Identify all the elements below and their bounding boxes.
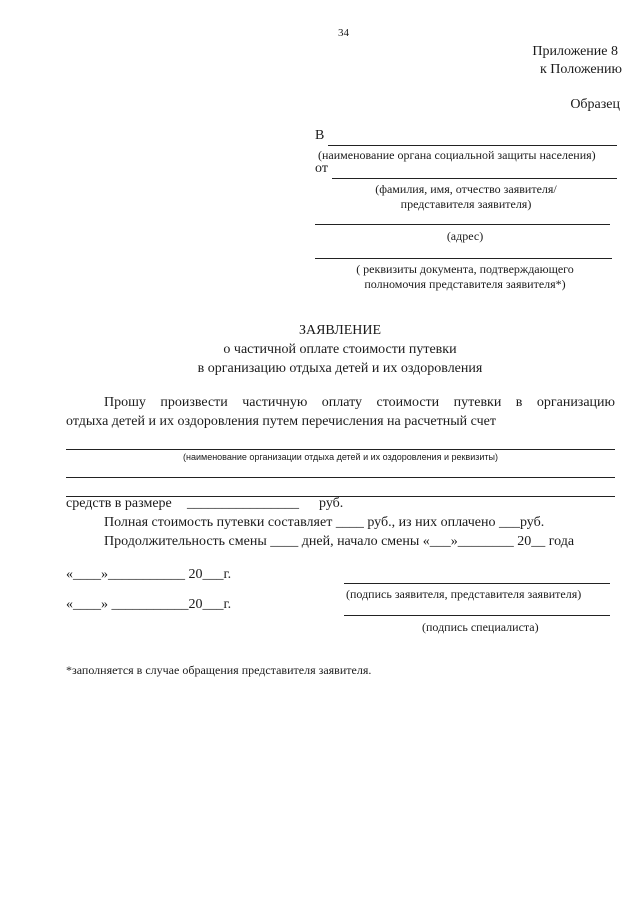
document-title: ЗАЯВЛЕНИЕ (298, 323, 382, 338)
footnote: *заполняется в случае обращения представителя заявителя. (66, 663, 372, 677)
document-caption-1: ( реквизиты документа, подтверждающего (356, 262, 574, 276)
to-caption: (наименование органа социальной защиты населения) (318, 148, 596, 162)
specialist-signature-line[interactable] (344, 615, 610, 616)
to-field-line[interactable] (328, 145, 617, 146)
applicant-signature-line[interactable] (344, 583, 610, 584)
document-caption-2: полномочия представителя заявителя*) (364, 277, 566, 291)
from-prefix: от (315, 161, 328, 176)
from-caption-2: представителя заявителя) (400, 197, 532, 211)
document-subtitle-2: в организацию отдыха детей и их оздоровления (197, 361, 483, 376)
from-field-line[interactable] (332, 178, 617, 179)
duration-line: Продолжительность смены ____ дней, начало смены «___»________ 20__ года (104, 534, 575, 549)
specialist-date[interactable]: «____» ___________20___г. (66, 597, 232, 612)
amount-currency: руб. (319, 496, 344, 511)
full-cost-line: Полная стоимость путевки составляет ____ руб., из них оплачено ___руб. (104, 515, 545, 530)
from-caption-1: (фамилия, имя, отчество заявителя/ (375, 182, 557, 196)
applicant-date[interactable]: «____»___________ 20___г. (66, 567, 232, 582)
address-caption: (адрес) (446, 229, 484, 243)
organization-extra-line-1[interactable] (66, 477, 615, 478)
organization-field-line[interactable] (66, 449, 615, 450)
to-prefix: В (315, 128, 325, 143)
request-paragraph-line1: Прошу произвести частичную оплату стоимости путевки в организацию (104, 395, 615, 410)
applicant-signature-caption: (подпись заявителя, представителя заявителя) (346, 587, 582, 601)
sample-label: Образец (570, 97, 620, 112)
address-field-line[interactable] (315, 224, 610, 225)
amount-prefix: средств в размере (66, 496, 172, 511)
appendix-label: Приложение 8 (532, 44, 618, 59)
regulation-label: к Положению (539, 62, 622, 77)
document-subtitle-1: о частичной оплате стоимости путевки (223, 342, 457, 357)
specialist-signature-caption: (подпись специалиста) (422, 620, 539, 634)
document-field-line[interactable] (315, 258, 612, 259)
organization-caption: (наименование организации отдыха детей и их оздоровления и реквизиты) (183, 452, 498, 462)
page-number: 34 (338, 27, 349, 39)
amount-field[interactable]: ________________ (187, 496, 299, 511)
request-paragraph-line2: отдыха детей и их оздоровления путем перечисления на расчетный счет (66, 414, 496, 429)
